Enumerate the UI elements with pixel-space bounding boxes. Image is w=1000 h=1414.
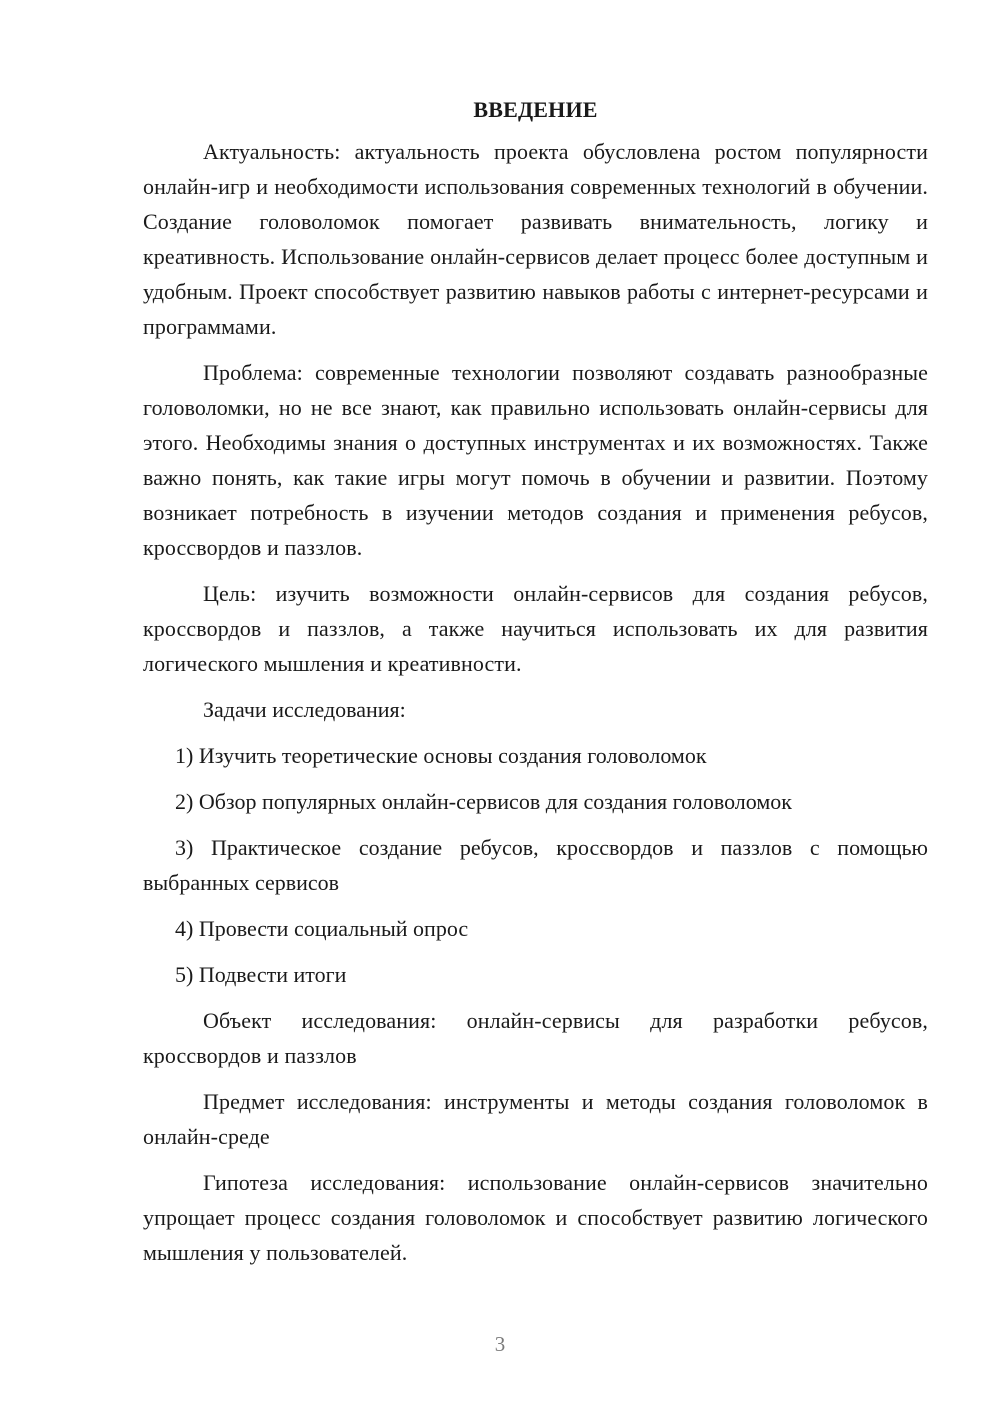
tasks-list: [143, 738, 928, 992]
paragraph-hypothesis: Гипотеза исследования: использование онлайн-сервисов значительно упрощает процесс создания головоломок и способствует развитию логического мышления у пользователей.: [143, 1170, 928, 1265]
paragraph-problem: Проблема: современные технологии позволяют создавать разнообразные головоломки, но не все знают, как правильно использовать онлайн-сервисы для этого. Необходимы знания о доступных инструментах и их возможностях. Также важно понять, как такие игры могут помочь в обучении и развитии. Поэтому возникает потребность в изучении методов создания и применения ребусов, кроссвордов и паззлов.: [143, 360, 928, 560]
paragraph-relevance: Актуальность: актуальность проекта обусловлена ростом популярности онлайн-игр и необходимости использования современных технологий в обучении. Создание головоломок помогает развивать внимательность, логику и креативность. Использование онлайн-сервисов делает процесс более доступным и удобным. Проект способствует развитию навыков работы с интернет-ресурсами и программами.: [143, 139, 928, 339]
document-page: [143, 92, 928, 1281]
paragraph-goal: Цель: изучить возможности онлайн-сервисов для создания ребусов, кроссвордов и паззлов, а также научиться использовать их для развития логического мышления и креативности.: [143, 581, 928, 676]
paragraph-object: Объект исследования: онлайн-сервисы для разработки ребусов, кроссвордов и паззлов: [143, 1008, 928, 1068]
list-item: 3) Практическое создание ребусов, кроссвордов и паззлов с помощью выбранных сервисов: [143, 835, 928, 895]
page-number: 3: [494, 1332, 506, 1356]
list-item: 4) Провести социальный опрос: [175, 916, 469, 941]
paragraph-subject: Предмет исследования: инструменты и методы создания головоломок в онлайн-среде: [143, 1089, 928, 1149]
list-item: 5) Подвести итоги: [175, 962, 347, 987]
tasks-heading: Задачи исследования:: [203, 697, 406, 722]
list-item: 2) Обзор популярных онлайн-сервисов для создания головоломок: [175, 789, 792, 814]
list-item: 1) Изучить теоретические основы создания головоломок: [175, 743, 707, 768]
document-title: ВВЕДЕНИЕ: [473, 97, 598, 122]
